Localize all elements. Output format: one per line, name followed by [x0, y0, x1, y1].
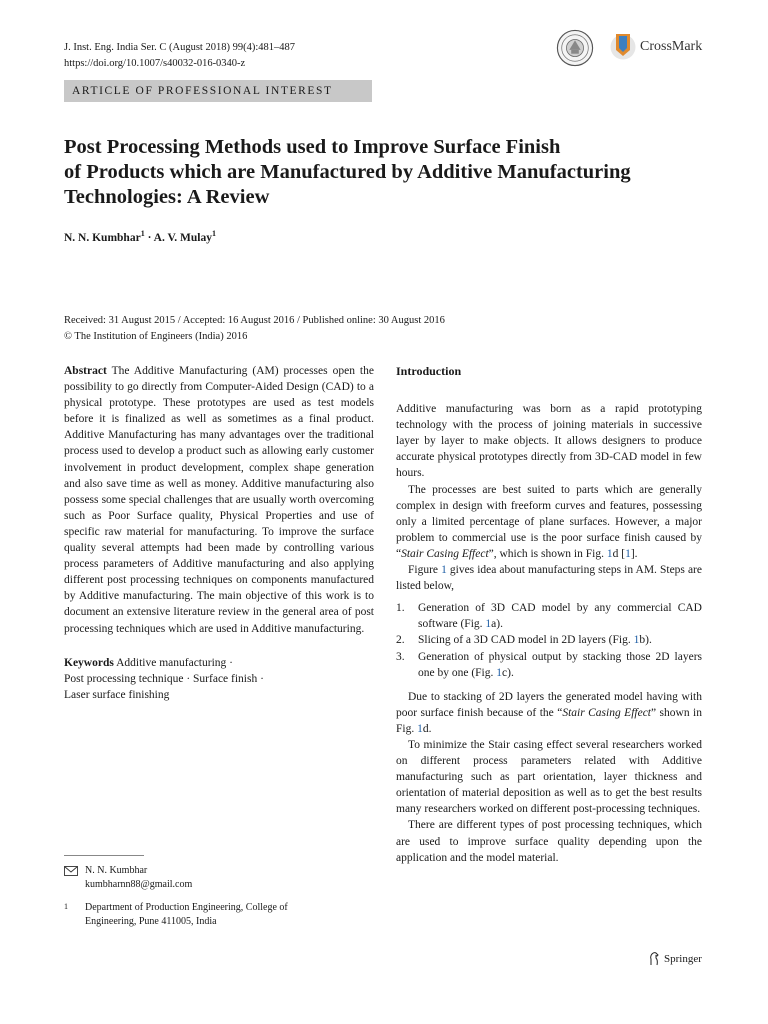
corresponding-author-name: N. N. Kumbhar	[85, 865, 148, 876]
corresponding-author	[64, 864, 192, 892]
journal-citation: J. Inst. Eng. India Ser. C (August 2018) 99(4):481–487	[64, 42, 295, 53]
author-name[interactable]: A. V. Mulay	[153, 231, 213, 244]
crossmark-icon	[610, 30, 636, 64]
figure-ref-link[interactable]: 1	[485, 618, 492, 631]
footnote-number: 1	[64, 902, 68, 911]
figure-ref-link[interactable]: 1	[633, 634, 640, 647]
list-item: 1. Generation of 3D CAD model by any commercial CAD software (Fig. 1a).	[396, 602, 702, 631]
title-line: Technologies: A Review	[64, 186, 270, 208]
intro-paragraph: To minimize the Stair casing effect several researchers worked on different process parameters related with Additive manufacturing such as part orientation, layer thickness and orientation of material deposition as well as to get the best results many researchers worked on different post-processing techniques.	[396, 738, 702, 816]
author-name[interactable]: N. N. Kumbhar	[64, 231, 141, 244]
figure-ref-link[interactable]: 1	[606, 547, 613, 560]
intro-paragraph: Due to stacking of 2D layers the generated model having with poor surface finish because of the “Stair Casing Effect” shown in Fig. 1d.	[396, 690, 702, 735]
history-dates: Received: 31 August 2015 / Accepted: 16 August 2016 / Published online: 30 August 2016	[64, 315, 445, 326]
publisher-logo	[648, 952, 702, 966]
affiliation-text: Department of Production Engineering, College of Engineering, Pune 411005, India	[85, 902, 288, 927]
keywords	[64, 655, 374, 703]
author-separator: ·	[144, 231, 154, 244]
keyword-line: Additive manufacturing ·	[116, 656, 233, 669]
crossmark-badge[interactable]	[610, 30, 702, 64]
figure-ref-link[interactable]: 1	[441, 564, 447, 577]
author-list	[64, 229, 216, 244]
intro-paragraph: There are different types of post processing techniques, which are used to improve surface quality depending upon the application and the model material.	[396, 819, 702, 864]
abstract-text: The Additive Manufacturing (AM) processes open the possibility to go directly from Computer-Aided Design (CAD) to a physical prototype. These prototypes are used as test models before it is finalized as well as sometimes as a final product. Additive Manufacturing has many advantages over the traditional process used to develop a product such as allowing early customer involvement in product development, complex shape generation and also save time as well as money. Additive manufacturing also possess some special challenges that are usually worth overcoming such as Poor Surface quality, Physical Properties and use of specific raw material for manufacturing. To improve the surface quality several attempts had been made by controlling various process parameters of Additive manufacturing and also applying different post processing techniques on components manufactured by Additive manufacturing. The main objective of this work is to document an extensive literature review in the general area of post processing techniques which are used in Additive manufacturing.	[64, 365, 374, 635]
envelope-icon	[64, 866, 78, 876]
springer-horse-icon	[648, 952, 660, 966]
citation-link[interactable]: 1	[625, 547, 631, 560]
footnote-divider	[64, 855, 144, 856]
affiliation-marker: 1	[212, 229, 217, 238]
left-column	[64, 363, 374, 703]
keywords-label: Keywords	[64, 656, 114, 669]
figure-ref-link[interactable]: 1	[417, 722, 423, 735]
intro-paragraph: Figure 1 gives idea about manufacturing steps in AM. Steps are listed below,	[396, 564, 702, 593]
publisher-name: Springer	[664, 953, 702, 965]
publication-dates	[64, 313, 445, 345]
list-item: 3. Generation of physical output by stacking those 2D layers one by one (Fig. 1c).	[396, 650, 702, 679]
figure-ref-link[interactable]: 1	[496, 666, 503, 679]
title-line: of Products which are Manufactured by Additive Manufacturing	[64, 161, 631, 183]
intro-paragraph: Additive manufacturing was born as a rapid prototyping technology with the process of joining materials in successive layer by layer to make objects. It allows designers to produce accurate physical prototypes directly from 3D-CAD model in few hours.	[396, 403, 702, 480]
affiliation-marker: 1	[140, 229, 145, 238]
section-heading: Introduction	[396, 364, 462, 378]
steps-list	[396, 600, 702, 680]
title-line: Post Processing Methods used to Improve Surface Finish	[64, 136, 561, 158]
crossmark-label: CrossMark	[640, 39, 703, 54]
intro-paragraph: The processes are best suited to parts which are generally complex in design with freeform curves and features, possessing only a limited percentage of plane surfaces. However, a major problem to commercial use is the poor surface finish caused by “Stair Casing Effect”, which is shown in Fig. 1d [1].	[396, 483, 702, 560]
abstract-label: Abstract	[64, 365, 107, 377]
author-email[interactable]: kumbharnn88@gmail.com	[85, 879, 193, 890]
article-title	[64, 135, 704, 210]
institution-seal-icon	[556, 29, 594, 67]
doi-link[interactable]: https://doi.org/10.1007/s40032-016-0340-z	[64, 58, 246, 69]
keyword-line: Laser surface finishing	[64, 688, 170, 701]
copyright-line: © The Institution of Engineers (India) 2016	[64, 331, 248, 342]
abstract	[64, 363, 374, 637]
affiliation-footnote	[64, 901, 334, 929]
list-item: 2. Slicing of a 3D CAD model in 2D layers (Fig. 1b).	[396, 634, 652, 647]
article-type-banner: ARTICLE OF PROFESSIONAL INTEREST	[64, 80, 372, 102]
keyword-line: Post processing technique · Surface finish ·	[64, 672, 264, 685]
journal-meta	[64, 40, 295, 72]
right-column	[396, 363, 702, 866]
